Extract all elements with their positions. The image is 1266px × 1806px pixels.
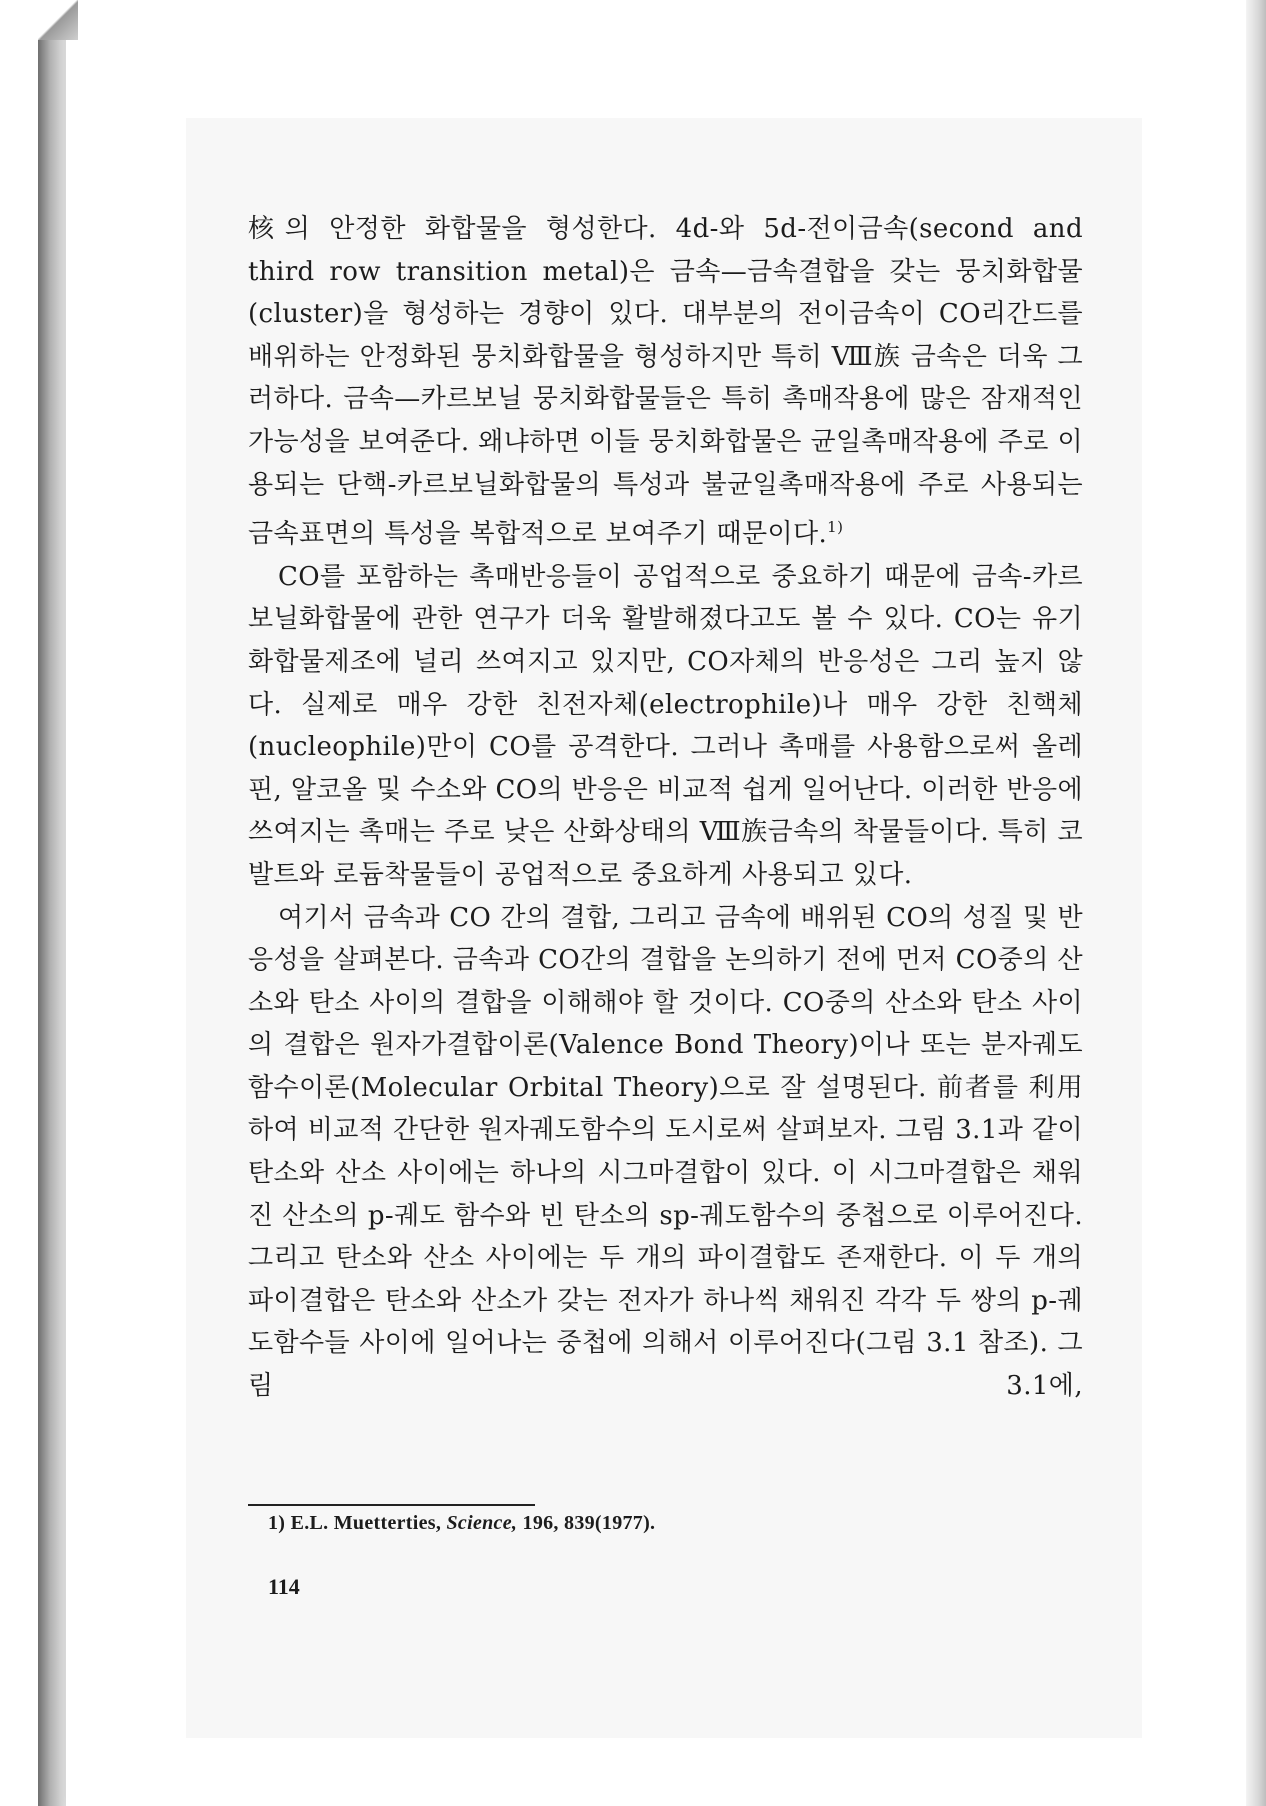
paragraph-3 (248, 897, 1083, 1408)
footnote-number: 1) (268, 1512, 286, 1534)
paragraph-2-text: CO를 포함하는 촉매반응들이 공업적으로 중요하기 때문에 금속-카르보닐화합물에 관한 연구가 더욱 활발해졌다고도 볼 수 있다. CO는 유기화합물제조에 널리 쓰여지고 있지만, CO자체의 반응성은 그리 높지 않다. 실제로 매우 강한 친전자체(electrophile)나 매우 강한 친핵체(nucleophile)만이 CO를 공격한다. 그러나 촉매를 사용함으로써 올레핀, 알코올 및 수소와 CO의 반응은 비교적 쉽게 일어난다. 이러한 반응에 쓰여지는 촉매는 주로 낮은 산화상태의 Ⅷ族금속의 착물들이다. 특히 코발트와 로듐착물들이 공업적으로 중요하게 사용되고 있다. (248, 561, 1083, 890)
paragraph-1 (248, 208, 1083, 556)
footnote-authors: E.L. Muetterties, (290, 1512, 442, 1534)
footnote (268, 1512, 655, 1535)
paragraph-3-text: 여기서 금속과 CO 간의 결합, 그리고 금속에 배위된 CO의 성질 및 반응성을 살펴본다. 금속과 CO간의 결합을 논의하기 전에 먼저 CO중의 산소와 탄소 사이의 결합을 이해해야 할 것이다. CO중의 산소와 탄소 사이의 결합은 원자가결합이론(Valence Bond Theory)이나 또는 분자궤도함수이론(Molecular Orbital Theory)으로 잘 설명된다. 前者를 利用하여 비교적 간단한 원자궤도함수의 도시로써 살펴보자. 그림 3.1과 같이 탄소와 산소 사이에는 하나의 시그마결합이 있다. 이 시그마결합은 채워진 산소의 p-궤도 함수와 빈 탄소의 sp-궤도함수의 중첩으로 이루어진다. 그리고 탄소와 산소 사이에는 두 개의 파이결합도 존재한다. 이 두 개의 파이결합은 탄소와 산소가 갖는 전자가 하나씩 채워진 각각 두 쌍의 p-궤도함수들 사이에 일어나는 중첩에 의해서 이루어진다(그림 3.1 참조). 그림 3.1에, (248, 902, 1083, 1402)
footnote-details: 196, 839(1977). (522, 1512, 656, 1534)
body-text (248, 208, 1083, 1408)
book-binding-shadow (38, 0, 68, 1806)
footnote-journal: Science, (446, 1512, 518, 1534)
paragraph-1-text: 核의 안정한 화합물을 형성한다. 4d-와 5d-전이금속(second and third row transition metal)은 금속—금속결합을 갖는 뭉치화합물(cluster)을 형성하는 경향이 있다. 대부분의 전이금속이 CO리간드를 배위하는 안정화된 뭉치화합물을 형성하지만 특히 Ⅷ族 금속은 더욱 그러하다. 금속—카르보닐 뭉치화합물들은 특히 촉매작용에 많은 잠재적인 가능성을 보여준다. 왜냐하면 이들 뭉치화합물은 균일촉매작용에 주로 이용되는 단핵-카르보닐화합물의 특성과 불균일촉매작용에 주로 사용되는 금속표면의 특성을 복합적으로 보여주기 때문이다. (248, 214, 1083, 550)
footnote-reference: 1) (827, 518, 844, 537)
footnote-divider (248, 1504, 535, 1506)
page-corner (38, 0, 78, 40)
page-right-edge (1246, 0, 1266, 1806)
page-number: 114 (268, 1574, 300, 1599)
paragraph-2 (248, 556, 1083, 897)
